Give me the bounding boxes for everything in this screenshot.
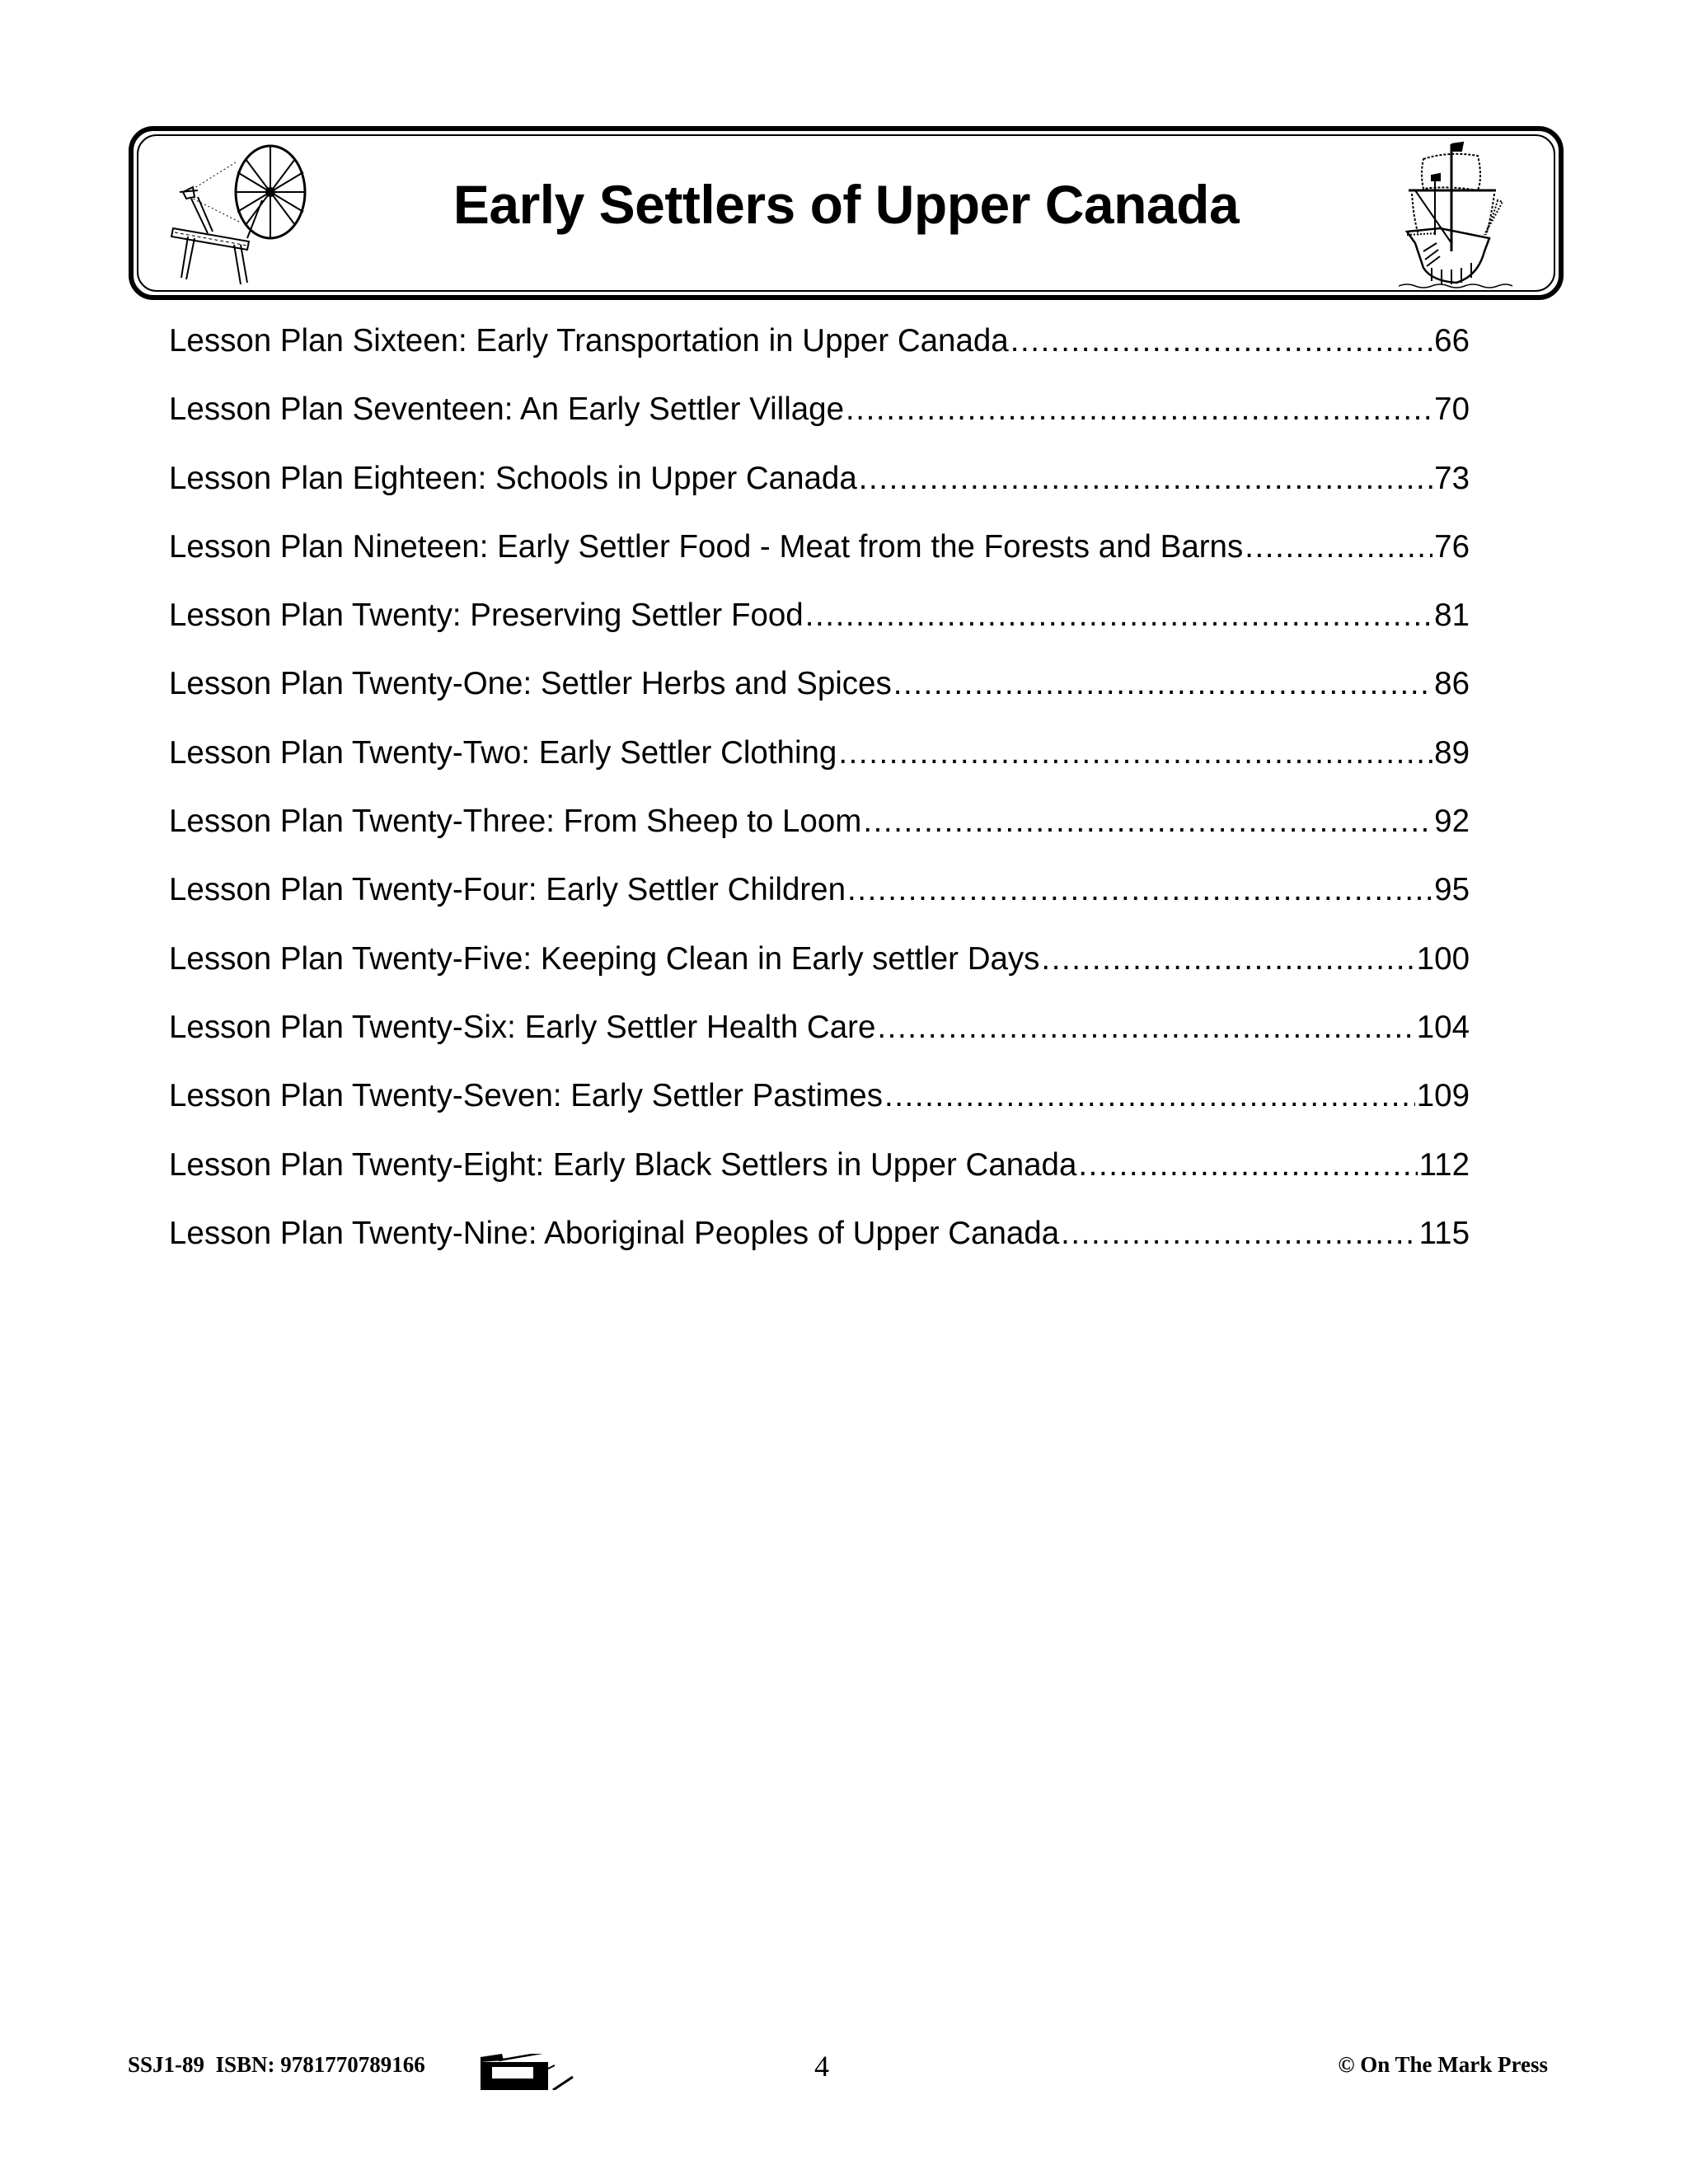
dot-leader — [863, 806, 1432, 838]
sailing-ship-icon — [1399, 136, 1514, 293]
dot-leader — [1010, 326, 1432, 358]
toc-entry[interactable] — [169, 1146, 1470, 1218]
toc-entry-page: 100 — [1416, 940, 1470, 977]
toc-entry-page: 112 — [1418, 1146, 1470, 1183]
title-banner — [129, 126, 1564, 300]
dot-leader — [846, 394, 1432, 426]
toc-entry-title: Lesson Plan Nineteen: Early Settler Food - Meat from the Forests and Barns — [169, 528, 1244, 565]
page-number: 4 — [814, 2050, 829, 2083]
toc-entry-title: Lesson Plan Twenty: Preserving Settler Food — [169, 598, 804, 634]
dot-leader — [1061, 1218, 1418, 1250]
toc-entry-title: Lesson Plan Twenty-Six: Early Settler Health Care — [169, 1009, 876, 1045]
toc-entry-page: 115 — [1418, 1215, 1470, 1251]
toc-entry[interactable] — [169, 1080, 1470, 1149]
dot-leader — [1041, 944, 1414, 976]
toc-entry-title: Lesson Plan Twenty-Seven: Early Settler Pastimes — [169, 1078, 883, 1114]
toc-entry[interactable] — [169, 940, 1470, 1012]
copyright-notice: © On The Mark Press — [1338, 2052, 1548, 2077]
toc-entry-title: Lesson Plan Twenty-Eight: Early Black Settlers in Upper Canada — [169, 1146, 1077, 1183]
dot-leader — [847, 874, 1432, 907]
toc-entry-title: Lesson Plan Twenty-Nine: Aboriginal Peoples of Upper Canada — [169, 1215, 1060, 1251]
product-code-isbn: SSJ1-89 ISBN: 9781770789166 — [128, 2052, 425, 2077]
toc-entry-page: 104 — [1416, 1009, 1470, 1045]
dot-leader — [1078, 1150, 1417, 1182]
dot-leader — [859, 463, 1432, 495]
toc-entry[interactable] — [169, 874, 1470, 943]
toc-entry-title: Lesson Plan Twenty-Four: Early Settler Children — [169, 872, 846, 908]
toc-entry-page: 73 — [1434, 460, 1470, 496]
page-footer — [0, 2042, 1688, 2092]
toc-entry-title: Lesson Plan Twenty-Two: Early Settler Clothing — [169, 734, 837, 771]
toc-entry[interactable] — [169, 323, 1470, 394]
toc-entry-page: 86 — [1434, 666, 1470, 702]
toc-entry-page: 92 — [1434, 804, 1470, 840]
toc-entry-page: 70 — [1434, 391, 1470, 428]
toc-entry[interactable] — [169, 460, 1470, 532]
toc-entry-page: 89 — [1434, 734, 1470, 771]
dot-leader — [884, 1080, 1415, 1113]
toc-entry[interactable] — [169, 528, 1470, 600]
toc-entry-title: Lesson Plan Twenty-One: Settler Herbs and Spices — [169, 666, 892, 702]
toc-entry-page: 66 — [1434, 323, 1470, 359]
dot-leader — [1245, 532, 1432, 564]
toc-entry-page: 95 — [1434, 872, 1470, 908]
toc-entry-page: 109 — [1416, 1078, 1470, 1114]
page-title: Early Settlers of Upper Canada — [452, 174, 1240, 235]
toc-entry[interactable] — [169, 734, 1470, 806]
toc-entry[interactable] — [169, 600, 1470, 668]
table-of-contents — [169, 323, 1470, 1286]
toc-entry[interactable] — [169, 391, 1470, 462]
dot-leader — [877, 1012, 1414, 1044]
toc-entry-title: Lesson Plan Twenty-Five: Keeping Clean in Early settler Days — [169, 940, 1040, 977]
toc-entry[interactable] — [169, 1009, 1470, 1080]
toc-entry-title: Lesson Plan Seventeen: An Early Settler Village — [169, 391, 845, 428]
toc-entry-page: 81 — [1434, 598, 1470, 634]
toc-entry-title: Lesson Plan Eighteen: Schools in Upper Canada — [169, 460, 857, 496]
dot-leader — [838, 738, 1432, 770]
toc-entry-title: Lesson Plan Sixteen: Early Transportation in Upper Canada — [169, 323, 1009, 359]
toc-entry[interactable] — [169, 806, 1470, 874]
dot-leader — [805, 600, 1432, 632]
toc-entry[interactable] — [169, 668, 1470, 737]
toc-entry-title: Lesson Plan Twenty-Three: From Sheep to Loom — [169, 804, 862, 840]
toc-entry[interactable] — [169, 1215, 1470, 1286]
dot-leader — [893, 668, 1432, 701]
photocopier-icon — [481, 2054, 575, 2090]
toc-entry-page: 76 — [1434, 528, 1470, 565]
